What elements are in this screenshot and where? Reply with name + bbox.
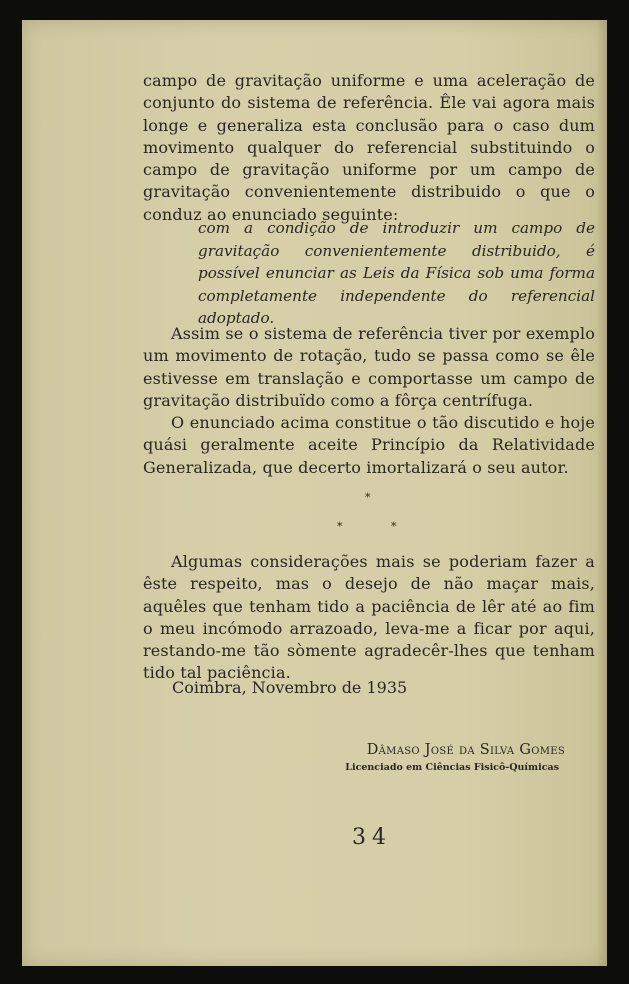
page-number: 34 — [352, 825, 392, 850]
paragraph-4: Algumas considerações mais se poderiam fazer a êste respeito, mas o desejo de não maçar mais, aquêles que tenham tido a paciência de lêr até ao fim o meu incómodo arrazoado, leva-me a ficar por aqui, restando-me tão sòmente agradecêr-lhes que tenham tido tal paciência. — [143, 552, 595, 683]
separator-asterisk-right: * — [391, 520, 397, 533]
separator-asterisk-top: * — [365, 491, 371, 504]
author-name: Dâmaso José da Silva Gomes — [366, 742, 565, 758]
dateline: Coimbra, Novembro de 1935 — [172, 678, 408, 697]
paragraph-1: campo de gravitação uniforme e uma aceleração de conjunto do sistema de referência. Êle vai agora mais longe e generaliza esta conclusão para o caso dum movimento qualquer do referencial substituindo o campo de gravitação uniforme por um campo de gravitação convenientemente distribuido o que o conduz ao enunciado seguinte: — [143, 71, 595, 224]
book-page — [22, 20, 607, 966]
paragraph-2: Assim se o sistema de referência tiver por exemplo um movimento de rotação, tudo se passa como se êle estivesse em translação e comportasse um campo de gravitação distribuïdo como a fôrça centrífuga. — [143, 324, 595, 410]
paragraph-3: O enunciado acima constitue o tão discutido e hoje quási geralmente aceite Princípio da Relatividade Generalizada, que decerto imortalizará o seu autor. — [143, 413, 595, 477]
italic-quote: com a condição de introduzir um campo de gravitação convenientemente distribuido, é possível enunciar as Leis da Física sob uma forma completamente independente do referencial adoptado. — [198, 219, 595, 327]
separator-asterisk-left: * — [337, 520, 343, 533]
author-title: Licenciado em Ciências Fisicô-Químicas — [345, 762, 559, 773]
